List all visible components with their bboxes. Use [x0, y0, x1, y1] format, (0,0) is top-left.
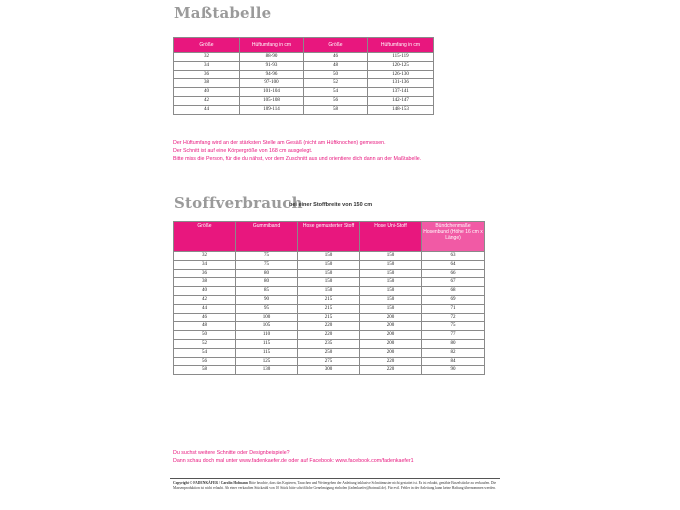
consumption-cell: 48: [174, 322, 236, 331]
consumption-cell: 44: [174, 304, 236, 313]
consumption-cell: 105: [236, 322, 298, 331]
size-chart-cell: 148-153: [368, 105, 434, 114]
consumption-cell: 150: [360, 252, 422, 261]
consumption-cell: 54: [174, 348, 236, 357]
copyright-footer: [173, 481, 503, 491]
consumption-row: [174, 260, 485, 269]
consumption-row: [174, 304, 485, 313]
consumption-cell: 200: [360, 331, 422, 340]
consumption-cell: 115: [236, 348, 298, 357]
consumption-cell: 150: [298, 278, 360, 287]
size-chart-header-cell: Hüftumfang in cm: [368, 38, 434, 53]
size-chart-cell: 38: [174, 79, 240, 88]
consumption-row: [174, 278, 485, 287]
consumption-row: [174, 366, 485, 375]
copyright-text: Bitte beachte, dass das Kopieren, Tauschen und Weitergeben der Anleitung inklusive Schnittmuster nicht gestattet ist. Es ist erlaubt, genähte Einzelstücke zu verkaufen. Die Massenproduktion ist nicht erlaubt. Ab einer verkauften Stückzahl von 10 Stück bitte schriftliche Genehmigung einholen (fadenkaefer@hotmail.de). Für evtl. Fehler in der Anleitung kann keine Haftung übernommen werden.: [173, 481, 497, 490]
size-chart-cell: 58: [304, 105, 368, 114]
fabric-consumption-title: Stoffverbrauch: [174, 194, 303, 212]
consumption-cell: 77: [422, 331, 485, 340]
size-chart-cell: 97-100: [240, 79, 304, 88]
size-chart-cell: 54: [304, 88, 368, 97]
consumption-cell: 200: [360, 322, 422, 331]
consumption-row: [174, 348, 485, 357]
size-chart-cell: 109-114: [240, 105, 304, 114]
more-patterns-line: Du suchst weitere Schnitte oder Designbeispiele?: [173, 450, 290, 456]
consumption-header-cell: Gummiband: [236, 222, 298, 252]
size-chart-row: [174, 79, 434, 88]
size-chart-cell: 32: [174, 53, 240, 62]
consumption-cell: 150: [298, 287, 360, 296]
size-chart-cell: 126-130: [368, 70, 434, 79]
size-chart-cell: 40: [174, 88, 240, 97]
consumption-cell: 75: [236, 260, 298, 269]
size-chart-cell: 48: [304, 61, 368, 70]
size-chart-cell: 46: [304, 53, 368, 62]
size-chart-row: [174, 96, 434, 105]
consumption-body: [174, 252, 485, 375]
consumption-cell: 34: [174, 260, 236, 269]
size-chart-header-cell: Größe: [174, 38, 240, 53]
consumption-cell: 32: [174, 252, 236, 261]
size-chart-body: [174, 53, 434, 115]
size-chart-cell: 88-90: [240, 53, 304, 62]
consumption-cell: 150: [360, 269, 422, 278]
page-title-size-chart: Maßtabelle: [174, 4, 272, 22]
consumption-cell: 220: [360, 366, 422, 375]
size-chart-header-cell: Größe: [304, 38, 368, 53]
size-chart-header-cell: Hüftumfang in cm: [240, 38, 304, 53]
size-chart-row: [174, 88, 434, 97]
consumption-cell: 56: [174, 357, 236, 366]
consumption-cell: 215: [298, 295, 360, 304]
consumption-cell: 68: [422, 287, 485, 296]
consumption-cell: 125: [236, 357, 298, 366]
consumption-cell: 52: [174, 339, 236, 348]
consumption-cell: 150: [360, 304, 422, 313]
size-chart-cell: 105-108: [240, 96, 304, 105]
size-chart-cell: 94-96: [240, 70, 304, 79]
consumption-cell: 275: [298, 357, 360, 366]
consumption-cell: 80: [422, 339, 485, 348]
consumption-cell: 200: [360, 313, 422, 322]
consumption-row: [174, 295, 485, 304]
consumption-cell: 80: [236, 269, 298, 278]
consumption-cell: 40: [174, 287, 236, 296]
consumption-cell: 130: [236, 366, 298, 375]
size-chart-row: [174, 105, 434, 114]
size-notes: [173, 139, 421, 163]
consumption-cell: 67: [422, 278, 485, 287]
size-chart-row: [174, 61, 434, 70]
consumption-cell: 72: [422, 313, 485, 322]
consumption-row: [174, 252, 485, 261]
consumption-cell: 150: [360, 260, 422, 269]
size-note-line: Der Hüftumfang wird an der stärksten Stelle am Gesäß (nicht am Hüftknochen) gemessen.: [173, 140, 386, 146]
fabric-width-subtitle: bei einer Stoffbreite von 150 cm: [289, 202, 373, 208]
size-chart-cell: 50: [304, 70, 368, 79]
fabric-consumption-table: [173, 221, 485, 375]
size-chart-cell: 52: [304, 79, 368, 88]
size-chart-header-row: [174, 38, 434, 53]
size-chart-cell: 142-147: [368, 96, 434, 105]
footer-divider: [170, 478, 500, 479]
consumption-cell: 80: [236, 278, 298, 287]
consumption-cell: 90: [236, 295, 298, 304]
consumption-cell: 95: [236, 304, 298, 313]
consumption-cell: 84: [422, 357, 485, 366]
consumption-cell: 300: [298, 366, 360, 375]
consumption-cell: 220: [298, 322, 360, 331]
size-chart-cell: 36: [174, 70, 240, 79]
size-chart-cell: 120-125: [368, 61, 434, 70]
consumption-cell: 150: [360, 295, 422, 304]
consumption-cell: 115: [236, 339, 298, 348]
consumption-header-cell: Hose Uni-Stoff: [360, 222, 422, 252]
consumption-cell: 38: [174, 278, 236, 287]
consumption-row: [174, 331, 485, 340]
consumption-cell: 150: [298, 269, 360, 278]
consumption-cell: 150: [360, 287, 422, 296]
consumption-cell: 200: [360, 339, 422, 348]
consumption-cell: 235: [298, 339, 360, 348]
consumption-cell: 58: [174, 366, 236, 375]
size-chart-cell: 42: [174, 96, 240, 105]
consumption-row: [174, 269, 485, 278]
size-chart-cell: 137-141: [368, 88, 434, 97]
size-note-line: Der Schnitt ist auf eine Körpergröße von 168 cm ausgelegt.: [173, 148, 313, 154]
consumption-cell: 66: [422, 269, 485, 278]
consumption-cell: 75: [422, 322, 485, 331]
consumption-header-cell: Größe: [174, 222, 236, 252]
size-chart-cell: 115-119: [368, 53, 434, 62]
size-chart-cell: 44: [174, 105, 240, 114]
consumption-cell: 50: [174, 331, 236, 340]
size-chart-row: [174, 70, 434, 79]
consumption-row: [174, 357, 485, 366]
consumption-cell: 36: [174, 269, 236, 278]
consumption-cell: 90: [422, 366, 485, 375]
consumption-cell: 200: [360, 348, 422, 357]
size-chart-cell: 56: [304, 96, 368, 105]
size-chart-cell: 101-104: [240, 88, 304, 97]
size-note-line: Bitte miss die Person, für die du nähst, vor dem Zuschnitt aus und orientiere dich dann an der Maßtabelle.: [173, 156, 422, 162]
size-chart-cell: 34: [174, 61, 240, 70]
consumption-cell: 150: [298, 252, 360, 261]
consumption-row: [174, 287, 485, 296]
consumption-header-cell: Hose gemusterter Stoff: [298, 222, 360, 252]
consumption-row: [174, 322, 485, 331]
consumption-cell: 71: [422, 304, 485, 313]
consumption-cell: 250: [298, 348, 360, 357]
consumption-cell: 69: [422, 295, 485, 304]
consumption-cell: 100: [236, 313, 298, 322]
consumption-cell: 220: [298, 331, 360, 340]
size-chart-cell: 91-93: [240, 61, 304, 70]
consumption-header-cell: Bündchenmaße Hosenbund (Höhe 16 cm x Länge): [422, 222, 485, 252]
consumption-cell: 63: [422, 252, 485, 261]
more-patterns-line: Dann schau doch mal unter www.fadenkaefer.de oder auf Facebook: www.facebook.com/fadenkaefer1: [173, 458, 414, 464]
consumption-cell: 42: [174, 295, 236, 304]
consumption-cell: 75: [236, 252, 298, 261]
consumption-cell: 85: [236, 287, 298, 296]
size-chart-table: [173, 37, 434, 115]
consumption-cell: 150: [298, 260, 360, 269]
consumption-cell: 215: [298, 313, 360, 322]
consumption-cell: 150: [360, 278, 422, 287]
consumption-cell: 46: [174, 313, 236, 322]
consumption-cell: 110: [236, 331, 298, 340]
consumption-header-row: [174, 222, 485, 252]
consumption-cell: 64: [422, 260, 485, 269]
more-patterns-notes: [173, 449, 414, 465]
consumption-row: [174, 339, 485, 348]
size-chart-cell: 131-136: [368, 79, 434, 88]
size-chart-row: [174, 53, 434, 62]
consumption-cell: 215: [298, 304, 360, 313]
copyright-label: Copyright © FADENKÄFER / Carolin Hofmann: [173, 481, 248, 485]
consumption-cell: 82: [422, 348, 485, 357]
consumption-cell: 220: [360, 357, 422, 366]
consumption-row: [174, 313, 485, 322]
